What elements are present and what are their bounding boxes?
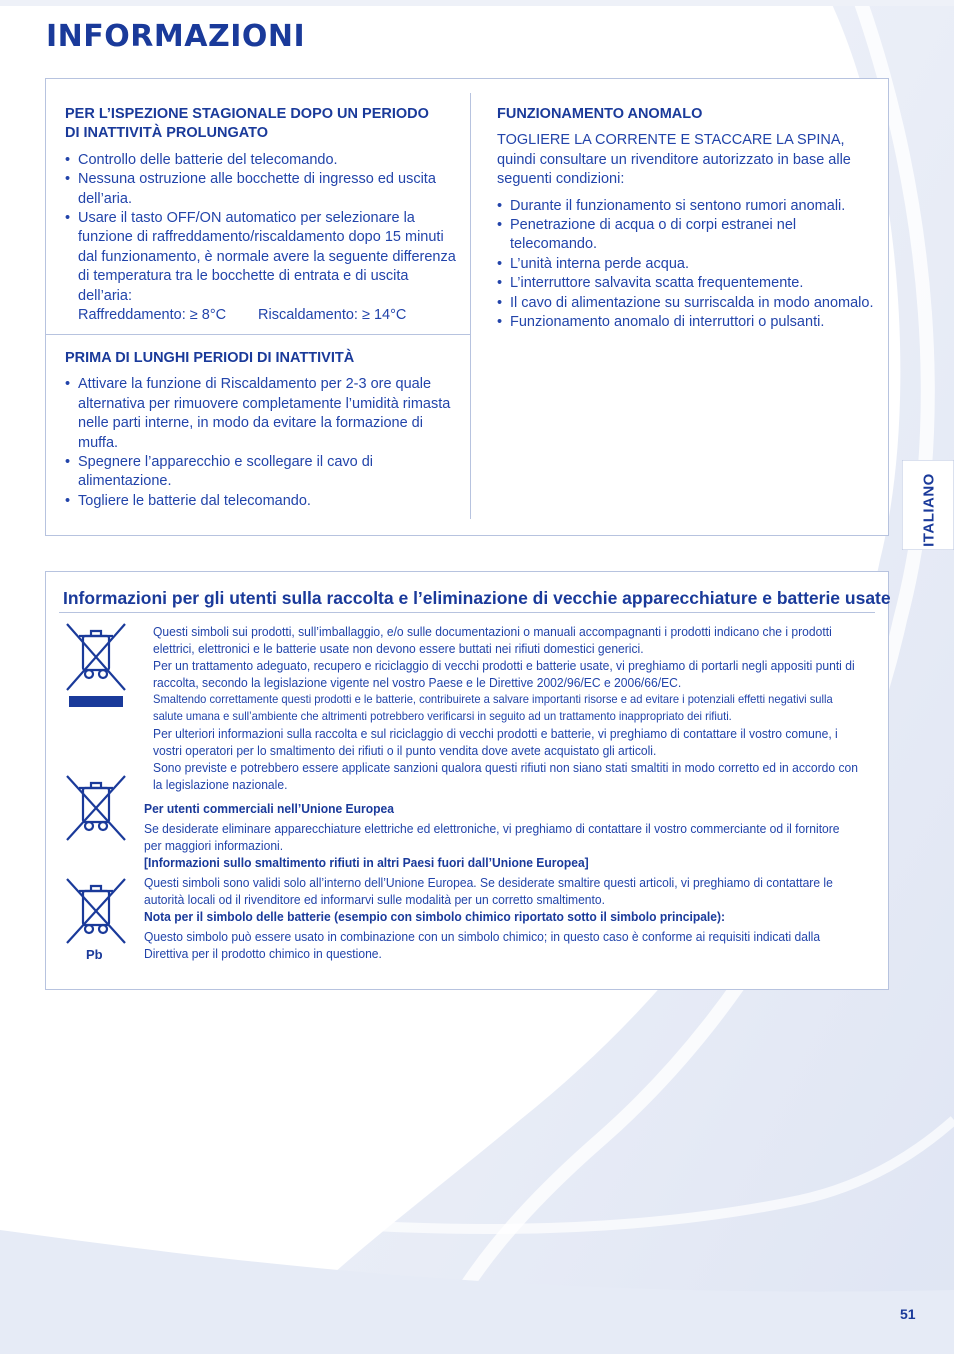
- list-item: • Spegnere l’apparecchio e scollegare il cavo di alimentazione.: [65, 453, 461, 492]
- outside-eu-heading: [Informazioni sullo smaltimento rifiuti in altri Paesi fuori dall’Unione Europea]: [144, 855, 589, 870]
- disposal-paragraph: Sono previste e potrebbero essere applicate sanzioni qualora questi rifiuti non siano stati smaltiti in modo corretto ed in accordo con la legislazione nazionale.: [153, 760, 858, 792]
- disposal-paragraph: Questi simboli sui prodotti, sull’imballaggio, e/o sulle documentazioni o manuali accompagnanti i prodotti indicano che i prodotti elettrici, elettronici e le batterie usate non devono essere buttati nei rifiuti domestici generici.: [153, 624, 832, 656]
- disposal-paragraph: Smaltendo correttamente questi prodotti e le batterie, contribuirete a salvare importanti risorse e ad evitare i potenziali effetti negativi sulla salute umana e sull’ambiente che altrimenti potrebbero verificarsi in seguito ad un trattamento inappropriato dei rifiuti.: [153, 692, 833, 723]
- disposal-box: [45, 571, 889, 990]
- list-item: • Il cavo di alimentazione su surriscalda in modo anomalo.: [497, 294, 877, 313]
- battery-text: Questo simbolo può essere usato in combinazione con un simbolo chimico; in questo caso è conforme ai requisiti indicati dalla Direttiva per il prodotto chimico in questione.: [144, 929, 821, 961]
- abnormal-intro-rest: quindi consultare un rivenditore autorizzato in base alle seguenti condizioni:: [497, 151, 851, 188]
- abnormal-intro: [497, 131, 877, 189]
- list-item: • Nessuna ostruzione alle bocchette di ingresso ed uscita dell’aria.: [65, 170, 461, 209]
- list-item-text: Usare il tasto OFF/ON automatico per selezionare la funzione di raffreddamento/riscaldamento dopo 15 minuti dal funzionamento, è normale avere la seguente differenza di temperatura tra le bocchette di entrata e di uscita dell’aria:: [78, 210, 456, 304]
- abnormal-heading: FUNZIONAMENTO ANOMALO: [497, 106, 703, 122]
- section-divider: [46, 334, 471, 335]
- temperature-difference: [78, 307, 406, 323]
- language-tab-label: ITALIANO: [920, 473, 938, 547]
- cooling-value: Raffreddamento: ≥ 8°C: [78, 307, 227, 324]
- seasonal-inspection-section: [65, 105, 461, 325]
- list-item: • Funzionamento anomalo di interruttori o pulsanti.: [497, 313, 877, 332]
- long-period-list: [65, 375, 461, 511]
- disposal-detail-text: [144, 800, 855, 962]
- seasonal-heading-line1: PER L’ISPEZIONE STAGIONALE DOPO UN PERIODO: [65, 106, 429, 122]
- disposal-paragraph: Per un trattamento adeguato, recupero e riciclaggio di vecchi prodotti e batterie usate, vi preghiamo di portarli negli appositi punti di raccolta, secondo la legislazione vigente nel vostro Paese e le Direttive 2002/96/EC e 2006/66/EC.: [153, 658, 855, 690]
- list-item: • Attivare la funzione di Riscaldamento per 2-3 ore quale alternativa per rimuovere completamente l’umidità rimasta nelle parti interne, in modo da evitare la formazione di muffa.: [65, 375, 461, 453]
- list-item: • Penetrazione di acqua o di corpi estranei nel telecomando.: [497, 216, 877, 255]
- list-item: • Controllo delle batterie del telecomando.: [65, 151, 461, 170]
- disposal-title: Informazioni per gli utenti sulla raccolta e l’eliminazione di vecchie apparecchiature e batterie usate: [63, 588, 891, 608]
- long-period-section: [65, 349, 461, 511]
- abnormal-list: [497, 197, 877, 333]
- chemical-symbol-label: Pb: [86, 947, 103, 962]
- long-period-heading: PRIMA DI LUNGHI PERIODI DI INATTIVITÀ: [65, 350, 355, 366]
- disposal-general-text: [153, 623, 860, 793]
- commercial-text: Se desiderate eliminare apparecchiature elettriche ed elettroniche, vi preghiamo di contattare il vostro commerciante od il fornitore per maggiori informazioni.: [144, 821, 840, 853]
- crossed-bin-bar-icon: [65, 622, 127, 708]
- abnormal-intro-line1: TOGLIERE LA CORRENTE E STACCARE LA SPINA,: [497, 132, 845, 149]
- disposal-paragraph: Per ulteriori informazioni sulla raccolta e sul riciclaggio di vecchi prodotti e batterie, vi preghiamo di contattare il vostro comune, i vostri operatori per lo smaltimento dei rifiuti o il punto vendita dove avete acquistato gli articoli.: [153, 726, 838, 758]
- crossed-bin-icon: [65, 774, 127, 842]
- abnormal-operation-section: [497, 105, 877, 332]
- list-item: • Togliere le batterie dal telecomando.: [65, 492, 461, 511]
- list-item: • L’unità interna perde acqua.: [497, 255, 877, 274]
- outside-eu-text: Questi simboli sono validi solo all’interno dell’Unione Europea. Se desiderate smaltire questi articoli, vi preghiamo di contattare le autorità locali od il rivenditore ed informarvi sulle modalità per un corretto smaltimento.: [144, 875, 833, 907]
- seasonal-heading-line2: DI INATTIVITÀ PROLUNGATO: [65, 125, 268, 142]
- page-number: 51: [900, 1306, 916, 1322]
- list-item: • Durante il funzionamento si sentono rumori anomali.: [497, 197, 877, 216]
- battery-heading: Nota per il simbolo delle batterie (esempio con simbolo chimico riportato sotto il simbolo principale):: [144, 909, 726, 924]
- commercial-heading: Per utenti commerciali nell’Unione Europea: [144, 801, 394, 816]
- heating-value: Riscaldamento: ≥ 14°C: [258, 307, 407, 324]
- disposal-title-rule: [59, 612, 875, 613]
- page-title: INFORMAZIONI: [46, 19, 306, 54]
- list-item: • L’interruttore salvavita scatta frequentemente.: [497, 274, 877, 293]
- list-item: [65, 209, 461, 325]
- info-box: [45, 78, 889, 536]
- crossed-battery-bin-icon: [65, 877, 127, 945]
- seasonal-list: [65, 151, 461, 326]
- seasonal-heading: [65, 105, 461, 144]
- column-divider: [470, 93, 471, 519]
- language-tab: [903, 470, 954, 550]
